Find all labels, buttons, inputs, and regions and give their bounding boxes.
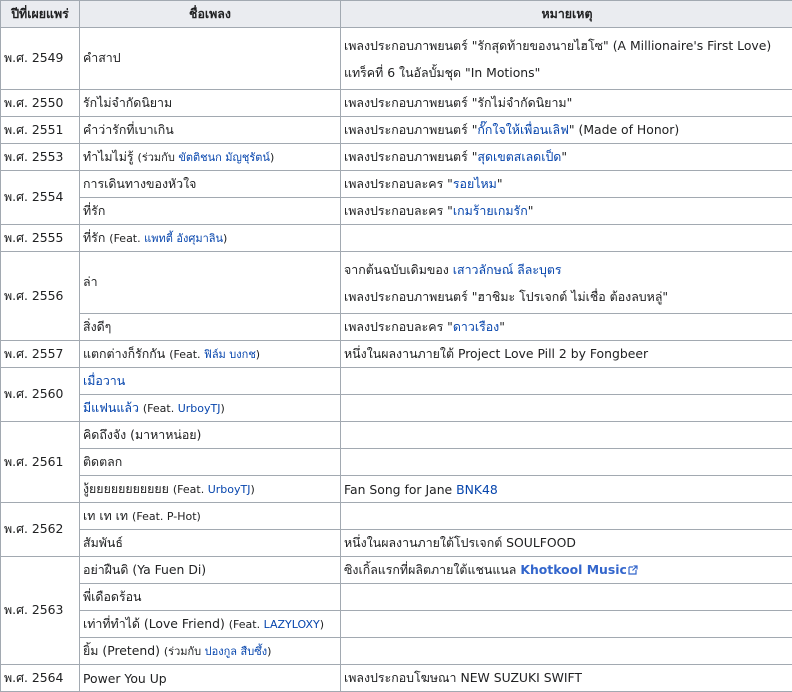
year-cell: พ.ศ. 2553 bbox=[1, 144, 80, 171]
note-line bbox=[344, 256, 790, 283]
year-cell: พ.ศ. 2551 bbox=[1, 117, 80, 144]
feat-credit bbox=[173, 483, 255, 496]
song-title: ทำไมไม่รู้ bbox=[83, 149, 134, 164]
year-cell: พ.ศ. 2562 bbox=[1, 503, 80, 557]
song-link[interactable]: เมื่อวาน bbox=[83, 373, 125, 388]
artist-link[interactable]: UrboyTJ bbox=[178, 402, 221, 415]
note-cell bbox=[341, 314, 792, 341]
note-text: " bbox=[561, 149, 567, 164]
table-row bbox=[1, 314, 792, 341]
feat-suffix: ) bbox=[320, 618, 324, 631]
note-cell: หนึ่งในผลงานภายใต้โปรเจกต์ SOULFOOD bbox=[341, 530, 792, 557]
film-link[interactable]: สุดเขตสเลดเป็ด bbox=[477, 149, 561, 164]
song-title: เท่าที่ทำได้ (Love Friend) bbox=[83, 616, 225, 631]
note-cell bbox=[341, 225, 792, 252]
note-text: เพลงประกอบละคร " bbox=[344, 319, 453, 334]
drama-link[interactable]: รอยไหม bbox=[453, 176, 497, 191]
table-row bbox=[1, 665, 792, 692]
collab-prefix: (ร่วมกับ bbox=[138, 151, 179, 164]
feat-credit: (Feat. P-Hot) bbox=[132, 510, 201, 523]
artist-link[interactable]: UrboyTJ bbox=[208, 483, 251, 496]
feat-prefix: (Feat. bbox=[109, 232, 144, 245]
song-cell: ที่รัก bbox=[80, 198, 341, 225]
song-cell: พี่เดือดร้อน bbox=[80, 584, 341, 611]
note-text: เพลงประกอบภาพยนตร์ " bbox=[344, 122, 477, 137]
drama-link[interactable]: ดาวเรือง bbox=[453, 319, 499, 334]
year-cell: พ.ศ. 2564 bbox=[1, 665, 80, 692]
artist-link[interactable]: แพทตี้ อังศุมาลิน bbox=[144, 232, 223, 245]
song-link[interactable]: มีแฟนแล้ว bbox=[83, 400, 139, 415]
note-line: เพลงประกอบภาพยนตร์ "ฮาชิมะ โปรเจกต์ ไม่เชื่อ ต้องลบหลู่" bbox=[344, 283, 790, 310]
feat-suffix: ) bbox=[256, 348, 260, 361]
table-row bbox=[1, 368, 792, 395]
note-text: " (Made of Honor) bbox=[569, 122, 679, 137]
song-cell: คำสาป bbox=[80, 28, 341, 90]
column-header-year[interactable]: ปีที่เผยแพร่ bbox=[1, 1, 80, 28]
table-row bbox=[1, 395, 792, 422]
note-cell bbox=[341, 422, 792, 449]
note-cell bbox=[341, 198, 792, 225]
year-cell: พ.ศ. 2557 bbox=[1, 341, 80, 368]
song-cell bbox=[80, 225, 341, 252]
note-cell bbox=[341, 368, 792, 395]
artist-link[interactable]: ปองกูล สืบซึ้ง bbox=[205, 645, 267, 658]
song-cell bbox=[80, 476, 341, 503]
feat-prefix: (Feat. bbox=[169, 348, 204, 361]
note-line: เพลงประกอบภาพยนตร์ "รักสุดท้ายของนายไฮโซ" (A Millionaire's First Love) bbox=[344, 32, 790, 59]
note-cell bbox=[341, 611, 792, 638]
year-cell: พ.ศ. 2550 bbox=[1, 90, 80, 117]
note-cell bbox=[341, 144, 792, 171]
note-text: " bbox=[499, 319, 505, 334]
song-title: ยิ้ม (Pretend) bbox=[83, 643, 160, 658]
year-cell: พ.ศ. 2561 bbox=[1, 422, 80, 503]
song-cell: รักไม่จำกัดนิยาม bbox=[80, 90, 341, 117]
note-cell bbox=[341, 584, 792, 611]
film-link[interactable]: กั๊กใจให้เพื่อนเลิฟ bbox=[477, 122, 568, 137]
song-cell bbox=[80, 341, 341, 368]
note-cell: เพลงประกอบภาพยนตร์ "รักไม่จำกัดนิยาม" bbox=[341, 90, 792, 117]
table-row bbox=[1, 449, 792, 476]
song-cell: คำว่ารักที่เบาเกิน bbox=[80, 117, 341, 144]
feat-suffix: ) bbox=[223, 232, 227, 245]
song-title: งู้ยยยยยยยยยยย bbox=[83, 481, 169, 496]
song-cell bbox=[80, 638, 341, 665]
artist-link[interactable]: LAZYLOXY bbox=[264, 618, 320, 631]
note-cell: เพลงประกอบโฆษณา NEW SUZUKI SWIFT bbox=[341, 665, 792, 692]
external-link[interactable] bbox=[520, 562, 637, 577]
song-cell: ติดตลก bbox=[80, 449, 341, 476]
table-row bbox=[1, 198, 792, 225]
note-text: ซิงเกิ้ลแรกที่ผลิตภายใต้แชนแนล bbox=[344, 562, 520, 577]
note-cell bbox=[341, 252, 792, 314]
table-row bbox=[1, 638, 792, 665]
artist-link[interactable]: เสาวลักษณ์ ลีละบุตร bbox=[453, 262, 562, 277]
table-row bbox=[1, 117, 792, 144]
table-row bbox=[1, 144, 792, 171]
table-row bbox=[1, 225, 792, 252]
table-row bbox=[1, 252, 792, 314]
external-link-icon bbox=[628, 565, 638, 575]
year-cell: พ.ศ. 2549 bbox=[1, 28, 80, 90]
collab-suffix: ) bbox=[270, 151, 274, 164]
table-row bbox=[1, 530, 792, 557]
table-header-row bbox=[1, 1, 792, 28]
song-cell: สิ่งดีๆ bbox=[80, 314, 341, 341]
drama-link[interactable]: เกมร้ายเกมรัก bbox=[453, 203, 528, 218]
note-text: " bbox=[528, 203, 534, 218]
song-cell: อย่าฝืนดิ (Ya Fuen Di) bbox=[80, 557, 341, 584]
song-cell bbox=[80, 611, 341, 638]
collab-prefix: (ร่วมกับ bbox=[164, 645, 205, 658]
note-cell bbox=[341, 171, 792, 198]
artist-link[interactable]: ขัตติชนก มัญชุรัตน์ bbox=[178, 151, 270, 164]
year-cell: พ.ศ. 2554 bbox=[1, 171, 80, 225]
song-title: ที่รัก bbox=[83, 230, 105, 245]
note-line: แทร็คที่ 6 ในอัลบั้มชุด "In Motions" bbox=[344, 59, 790, 86]
song-cell: การเดินทางของหัวใจ bbox=[80, 171, 341, 198]
table-row bbox=[1, 557, 792, 584]
table-row bbox=[1, 171, 792, 198]
note-cell: หนึ่งในผลงานภายใต้ Project Love Pill 2 by Fongbeer bbox=[341, 341, 792, 368]
table-row bbox=[1, 476, 792, 503]
collab-suffix: ) bbox=[267, 645, 271, 658]
song-cell: Power You Up bbox=[80, 665, 341, 692]
feat-suffix: ) bbox=[250, 483, 254, 496]
table-row bbox=[1, 503, 792, 530]
artist-link[interactable]: ฟิล์ม บงกช bbox=[204, 348, 256, 361]
note-text: " bbox=[497, 176, 503, 191]
group-link[interactable]: BNK48 bbox=[456, 482, 498, 497]
feat-prefix: (Feat. bbox=[229, 618, 264, 631]
feat-suffix: ) bbox=[221, 402, 225, 415]
note-text: จากต้นฉบับเดิมของ bbox=[344, 262, 453, 277]
table-row bbox=[1, 611, 792, 638]
note-text: เพลงประกอบละคร " bbox=[344, 176, 453, 191]
table-row bbox=[1, 28, 792, 90]
note-cell bbox=[341, 28, 792, 90]
collab-credit bbox=[164, 645, 271, 658]
table-row bbox=[1, 422, 792, 449]
song-cell bbox=[80, 503, 341, 530]
feat-credit bbox=[169, 348, 260, 361]
note-cell bbox=[341, 395, 792, 422]
song-cell bbox=[80, 144, 341, 171]
note-cell bbox=[341, 638, 792, 665]
song-cell: คิดถึงจัง (มาหาหน่อย) bbox=[80, 422, 341, 449]
year-cell: พ.ศ. 2556 bbox=[1, 252, 80, 341]
column-header-song[interactable]: ชื่อเพลง bbox=[80, 1, 341, 28]
note-text: เพลงประกอบละคร " bbox=[344, 203, 453, 218]
song-cell bbox=[80, 368, 341, 395]
note-text: Fan Song for Jane bbox=[344, 482, 456, 497]
year-cell: พ.ศ. 2555 bbox=[1, 225, 80, 252]
song-cell: สัมพันธ์ bbox=[80, 530, 341, 557]
note-cell bbox=[341, 449, 792, 476]
note-cell bbox=[341, 503, 792, 530]
column-header-note[interactable]: หมายเหตุ bbox=[341, 1, 792, 28]
feat-credit bbox=[143, 402, 225, 415]
note-cell bbox=[341, 476, 792, 503]
table-row bbox=[1, 584, 792, 611]
collab-credit bbox=[138, 151, 275, 164]
feat-prefix: (Feat. bbox=[173, 483, 208, 496]
feat-credit bbox=[109, 232, 227, 245]
song-title: เท เท เท bbox=[83, 508, 128, 523]
song-cell bbox=[80, 395, 341, 422]
year-cell: พ.ศ. 2563 bbox=[1, 557, 80, 665]
year-cell: พ.ศ. 2560 bbox=[1, 368, 80, 422]
note-cell bbox=[341, 117, 792, 144]
table-row bbox=[1, 341, 792, 368]
note-cell bbox=[341, 557, 792, 584]
song-cell: ล่า bbox=[80, 252, 341, 314]
note-text: เพลงประกอบภาพยนตร์ " bbox=[344, 149, 477, 164]
table-row bbox=[1, 90, 792, 117]
feat-credit bbox=[229, 618, 324, 631]
feat-prefix: (Feat. bbox=[143, 402, 178, 415]
song-title: แตกต่างก็รักกัน bbox=[83, 346, 165, 361]
external-link-label: Khotkool Music bbox=[520, 562, 626, 577]
